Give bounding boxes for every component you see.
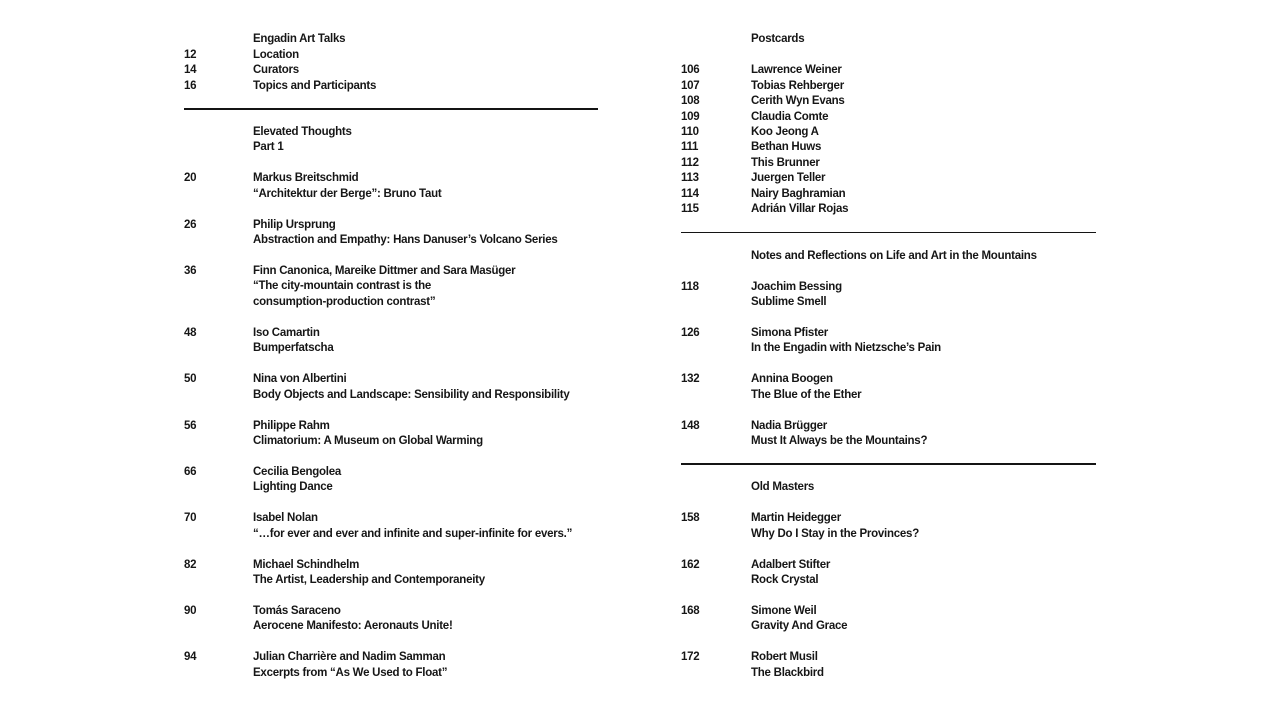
toc-entry — [681, 156, 1126, 171]
entry-lines — [751, 202, 1126, 217]
entry-lines — [253, 218, 629, 249]
page-number: 56 — [184, 419, 197, 432]
entry-text-line: Simona Pfister — [751, 326, 829, 339]
entry-text-line: Nairy Baghramian — [751, 187, 846, 200]
entry-text-line: Annina Boogen — [751, 373, 833, 386]
entry-text-line: Julian Charrière and Nadim Samman — [253, 651, 446, 664]
toc-entry — [681, 604, 1126, 635]
entry-text-line: Michael Schindhelm — [253, 558, 360, 571]
entry-text-line: Philip Ursprung — [253, 218, 336, 231]
entry-text-line: Lawrence Weiner — [751, 64, 842, 77]
section-title-lines — [751, 249, 1126, 264]
section-title-lines — [751, 480, 1126, 495]
entry-text-line: Bumperfatscha — [253, 342, 334, 355]
toc-entry — [681, 125, 1126, 140]
page-number: 111 — [681, 141, 699, 154]
entry-text-line: Lighting Dance — [253, 481, 333, 494]
entry-lines — [253, 604, 629, 635]
toc-column-right — [681, 32, 1126, 681]
entry-text-line: Philippe Rahm — [253, 419, 330, 432]
entry-text-line: Simone Weil — [751, 604, 817, 617]
entry-lines — [751, 650, 1126, 681]
section-title-lines — [253, 32, 629, 47]
section-title-lines — [253, 125, 629, 156]
entry-text-line: In the Engadin with Nietzsche’s Pain — [751, 342, 941, 355]
toc-section-header — [184, 125, 629, 156]
page-number: 162 — [681, 558, 700, 571]
toc-entry — [681, 171, 1126, 186]
section-title-line: Old Masters — [751, 481, 815, 494]
entry-text-line: Nina von Albertini — [253, 373, 347, 386]
page-number: 82 — [184, 558, 197, 571]
page-number: 94 — [184, 651, 197, 664]
entry-text-line: Markus Breitschmid — [253, 172, 359, 185]
page-number: 36 — [184, 265, 197, 278]
entry-text-line: Claudia Comte — [751, 110, 829, 123]
page-number: 114 — [681, 187, 699, 200]
entry-lines — [751, 94, 1126, 109]
toc-entry — [681, 110, 1126, 125]
entry-text-line: Adalbert Stifter — [751, 558, 831, 571]
toc-entry — [681, 94, 1126, 109]
entry-text-line: Cerith Wyn Evans — [751, 95, 845, 108]
toc-entry — [184, 558, 629, 589]
page-number: 113 — [681, 172, 699, 185]
entry-lines — [253, 48, 629, 63]
entry-lines — [253, 264, 629, 310]
entry-lines — [253, 326, 629, 357]
toc-section-header — [681, 32, 1126, 47]
section-title-line: Elevated Thoughts — [253, 126, 352, 138]
toc-entry — [681, 63, 1126, 78]
toc-entry — [184, 63, 629, 78]
toc-section-header — [184, 32, 629, 47]
section-divider — [184, 94, 629, 125]
toc-entry — [681, 372, 1126, 403]
toc-entry — [184, 218, 629, 249]
toc-entry — [681, 419, 1126, 450]
section-title-line: Postcards — [751, 33, 805, 46]
page-number: 168 — [681, 604, 700, 617]
entry-text-line: The Blackbird — [751, 666, 824, 679]
page-number: 14 — [184, 64, 197, 77]
entry-lines — [253, 650, 629, 681]
entry-text-line: Rock Crystal — [751, 574, 819, 587]
page-number: 110 — [681, 126, 699, 138]
entry-lines — [253, 511, 629, 542]
page-number: 12 — [184, 48, 197, 61]
divider-line — [681, 463, 1096, 465]
page-number: 48 — [184, 326, 197, 339]
entry-text-line: Martin Heidegger — [751, 512, 841, 525]
entry-text-line: Juergen Teller — [751, 172, 826, 185]
entry-text-line: Why Do I Stay in the Provinces? — [751, 527, 919, 540]
entry-lines — [751, 63, 1126, 78]
entry-lines — [253, 171, 629, 202]
entry-text-line: Bethan Huws — [751, 141, 822, 154]
entry-text-line: “The city-mountain contrast is the — [253, 280, 432, 293]
entry-text-line: Cecilia Bengolea — [253, 465, 342, 478]
entry-lines — [751, 140, 1126, 155]
toc-entry — [681, 650, 1126, 681]
entry-text-line: “Architektur der Berge”: Bruno Taut — [253, 187, 442, 200]
toc-entry — [184, 171, 629, 202]
page-number: 148 — [681, 419, 700, 432]
entry-text-line: consumption-production contrast” — [253, 295, 436, 308]
page-number: 107 — [681, 79, 700, 92]
entry-lines — [751, 187, 1126, 202]
entry-text-line: Tobias Rehberger — [751, 79, 844, 92]
toc-entry — [681, 140, 1126, 155]
page-number: 20 — [184, 172, 197, 185]
toc-entry — [184, 604, 629, 635]
toc-column-left — [184, 32, 629, 681]
page-number: 70 — [184, 512, 197, 525]
entry-text-line: Isabel Nolan — [253, 512, 318, 525]
entry-lines — [751, 171, 1126, 186]
entry-text-line: Climatorium: A Museum on Global Warming — [253, 434, 483, 447]
section-divider — [681, 449, 1126, 480]
page-number: 132 — [681, 373, 700, 386]
toc-entry — [681, 187, 1126, 202]
entry-text-line: Sublime Smell — [751, 295, 827, 308]
entry-text-line: Topics and Participants — [253, 79, 377, 92]
entry-text-line: Iso Camartin — [253, 326, 320, 339]
entry-text-line: The Artist, Leadership and Contemporaneity — [253, 574, 485, 586]
entry-lines — [253, 79, 629, 94]
page-number: 108 — [681, 95, 700, 108]
entry-text-line: Adrián Villar Rojas — [751, 203, 849, 216]
toc-entry — [184, 650, 629, 681]
entry-lines — [751, 110, 1126, 125]
entry-text-line: “…for ever and ever and infinite and super-infinite for evers.” — [253, 527, 573, 540]
entry-lines — [751, 125, 1126, 140]
page-number: 112 — [681, 156, 699, 169]
toc-entry — [681, 202, 1126, 217]
entry-lines — [253, 465, 629, 496]
entry-lines — [751, 511, 1126, 542]
page-number: 158 — [681, 512, 700, 525]
entry-text-line: Nadia Brügger — [751, 419, 827, 432]
section-title-line: Engadin Art Talks — [253, 33, 346, 46]
entry-text-line: Aerocene Manifesto: Aeronauts Unite! — [253, 620, 453, 633]
entry-lines — [751, 79, 1126, 94]
page-number: 16 — [184, 79, 197, 92]
entry-text-line: Joachim Bessing — [751, 280, 842, 293]
entry-text-line: Body Objects and Landscape: Sensibility and Responsibility — [253, 388, 570, 401]
entry-text-line: Must It Always be the Mountains? — [751, 434, 928, 447]
entry-text-line: Curators — [253, 64, 299, 77]
divider-line — [681, 232, 1096, 234]
entry-lines — [751, 326, 1126, 357]
divider-line — [184, 108, 598, 110]
page-number: 26 — [184, 218, 197, 231]
toc-entry — [184, 326, 629, 357]
entry-text-line: The Blue of the Ether — [751, 388, 862, 401]
section-title-line: Notes and Reflections on Life and Art in the Mountains — [751, 249, 1037, 262]
entry-text-line: Tomás Saraceno — [253, 604, 341, 617]
section-divider — [681, 218, 1126, 249]
entry-text-line: Gravity And Grace — [751, 620, 848, 633]
toc-entry — [184, 465, 629, 496]
toc-section-header — [681, 480, 1126, 495]
page-number: 118 — [681, 280, 699, 293]
toc-entry — [184, 419, 629, 450]
entry-lines — [751, 280, 1126, 311]
toc-entry — [184, 48, 629, 63]
entry-lines — [751, 156, 1126, 171]
entry-text-line: Excerpts from “As We Used to Float” — [253, 666, 448, 679]
entry-lines — [751, 419, 1126, 450]
page-number: 50 — [184, 373, 197, 386]
toc-entry — [681, 280, 1126, 311]
entry-text-line: This Brunner — [751, 156, 820, 169]
toc-entry — [184, 79, 629, 94]
entry-text-line: Abstraction and Empathy: Hans Danuser’s Volcano Series — [253, 234, 558, 247]
section-title-lines — [751, 32, 1126, 47]
page-number: 106 — [681, 64, 700, 77]
entry-lines — [253, 419, 629, 450]
page-number: 109 — [681, 110, 700, 123]
page-number: 172 — [681, 651, 700, 664]
page-number: 66 — [184, 465, 197, 478]
entry-lines — [751, 604, 1126, 635]
toc-entry — [681, 326, 1126, 357]
entry-lines — [253, 63, 629, 78]
toc-entry — [681, 558, 1126, 589]
page-number: 115 — [681, 203, 699, 216]
toc-entry — [681, 79, 1126, 94]
entry-text-line: Finn Canonica, Mareike Dittmer and Sara Masüger — [253, 265, 516, 278]
entry-lines — [253, 558, 629, 589]
page-number: 126 — [681, 326, 700, 339]
entry-lines — [253, 372, 629, 403]
toc-entry — [184, 372, 629, 403]
entry-lines — [751, 558, 1126, 589]
page-number: 90 — [184, 604, 197, 617]
entry-text-line: Location — [253, 48, 299, 61]
section-title-line: Part 1 — [253, 141, 284, 154]
toc-entry — [184, 264, 629, 310]
entry-lines — [751, 372, 1126, 403]
entry-text-line: Koo Jeong A — [751, 126, 819, 138]
toc-entry — [681, 511, 1126, 542]
toc-entry — [184, 511, 629, 542]
toc-section-header — [681, 249, 1126, 264]
entry-text-line: Robert Musil — [751, 651, 818, 664]
